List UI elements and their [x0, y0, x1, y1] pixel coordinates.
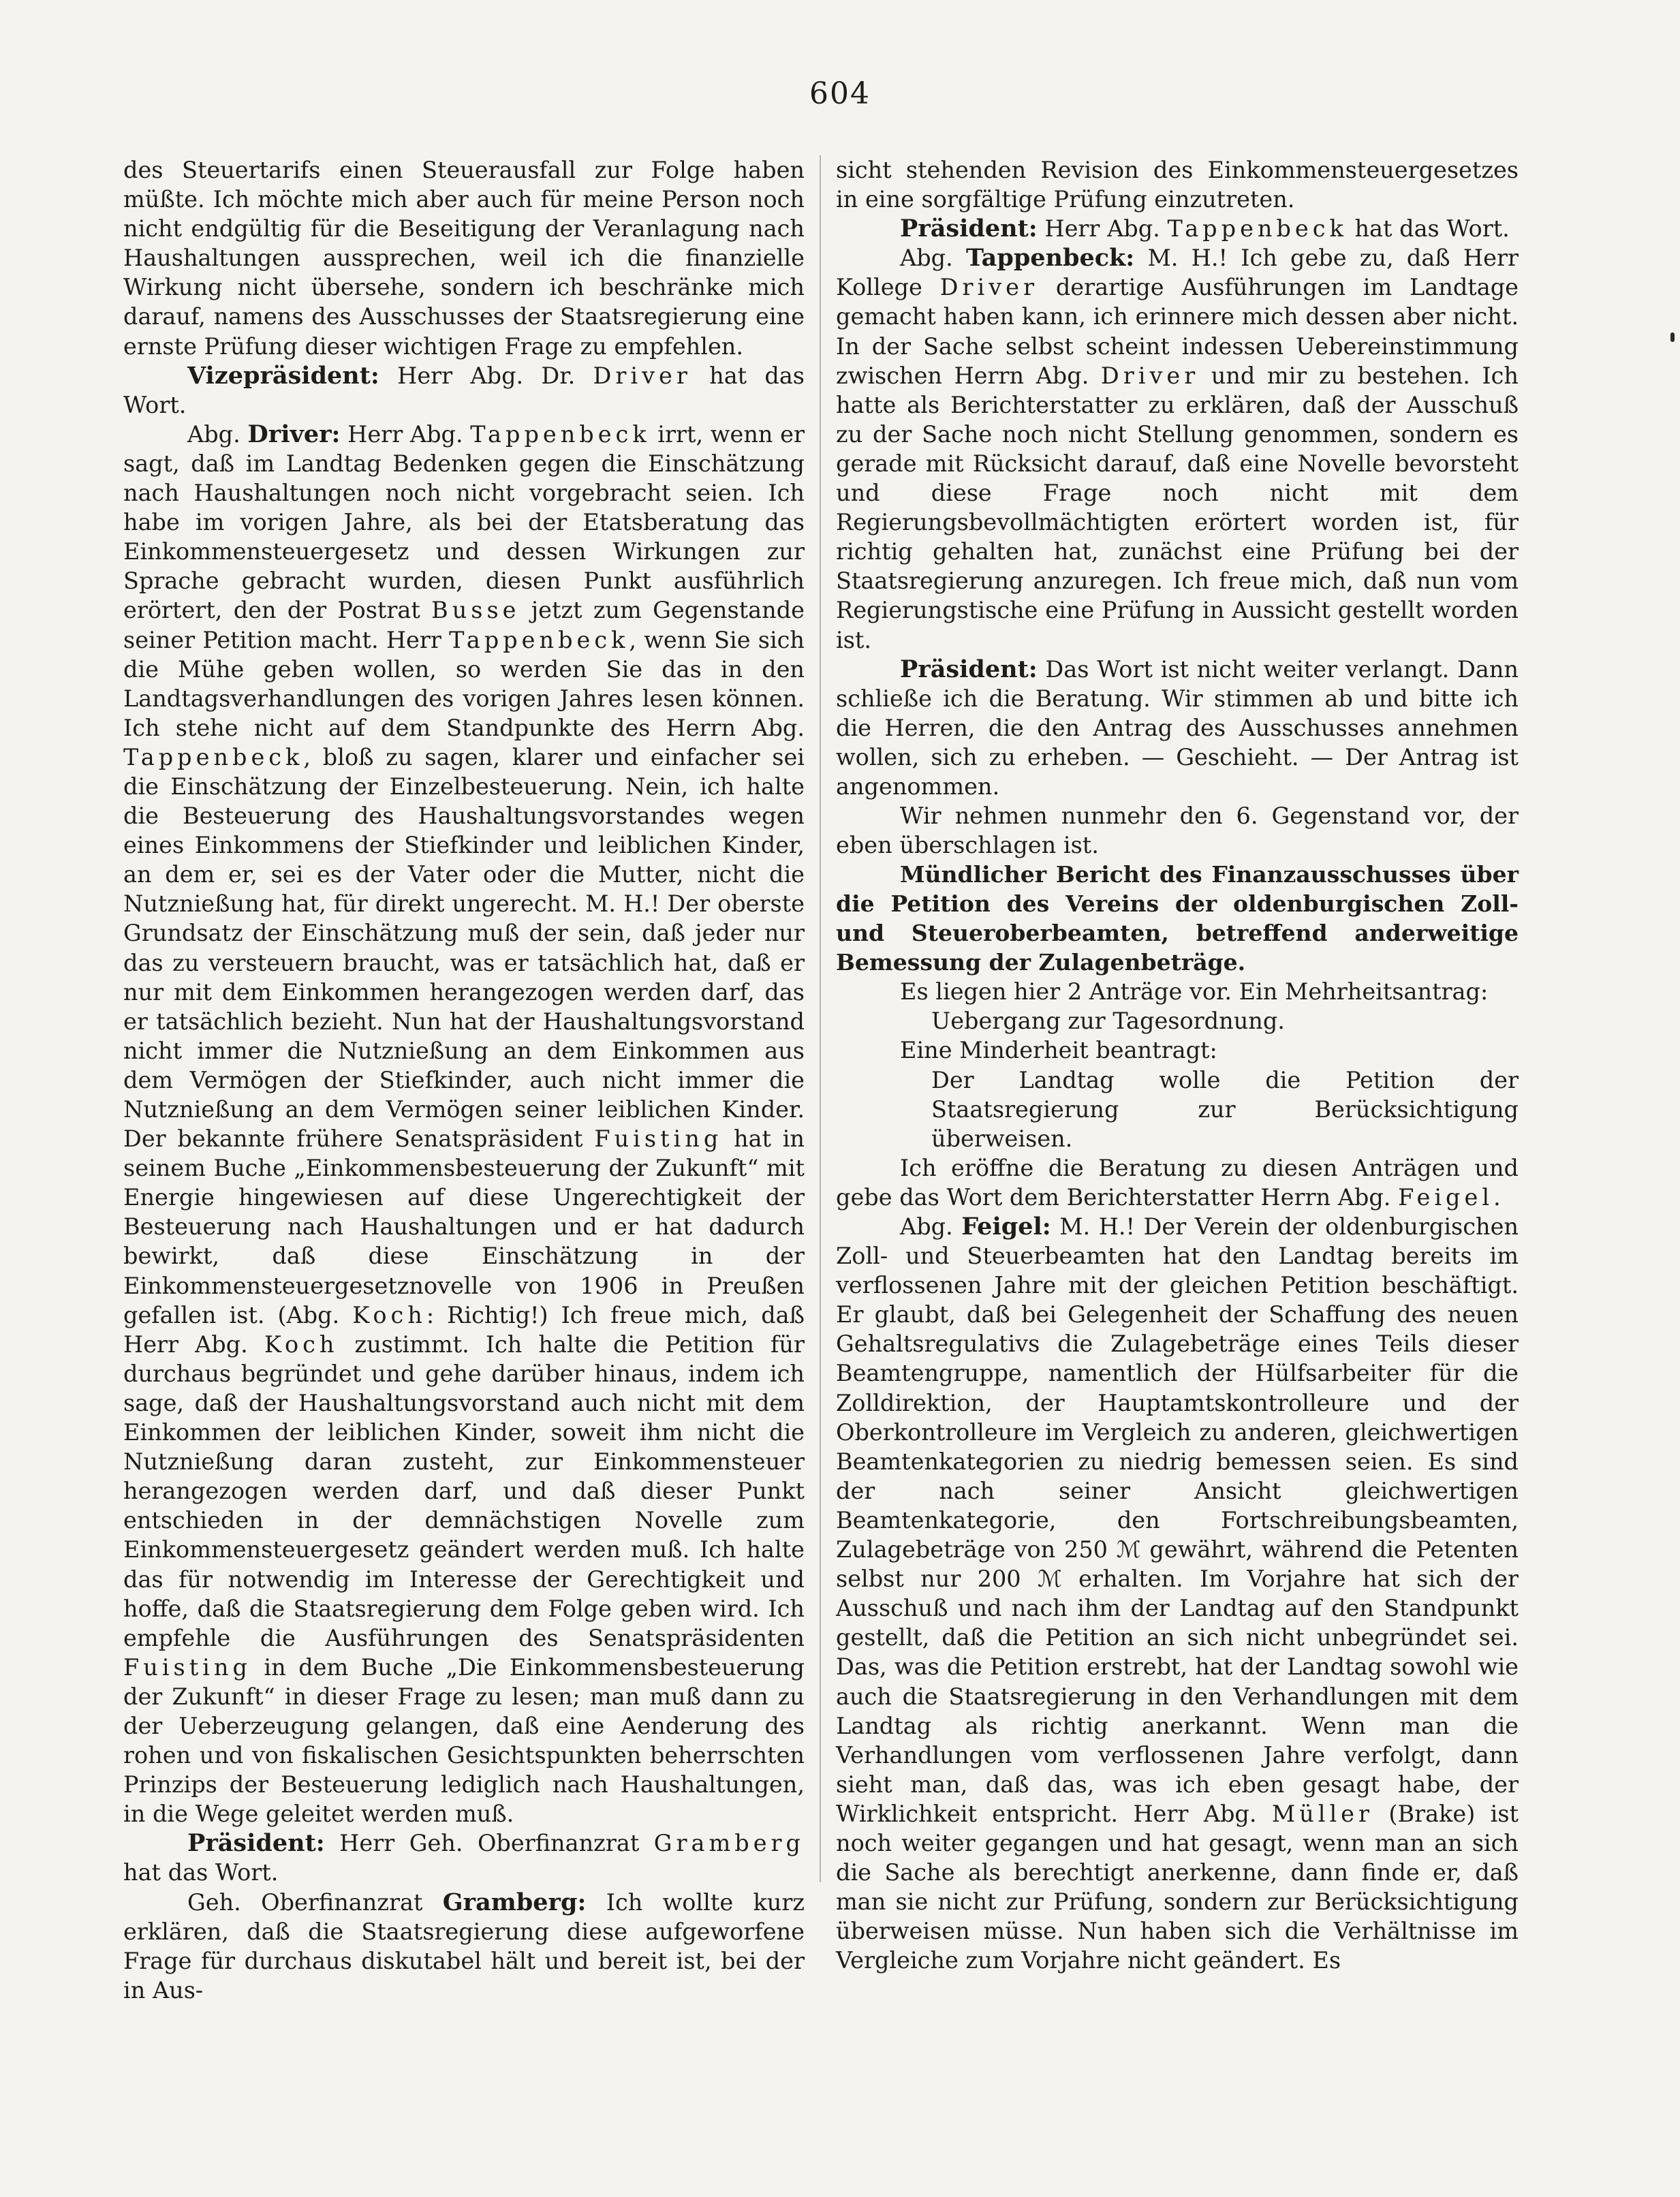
- text-run: jetzt zum Gegenstande seiner Petition macht. Herr: [123, 597, 805, 653]
- person-name: Busse: [431, 597, 520, 624]
- paragraph-gramberg-speech: [123, 1888, 805, 2005]
- paragraph-vizepraesident: [123, 361, 805, 420]
- right-column: [836, 155, 1519, 1975]
- paragraph-open-debate: [836, 1153, 1519, 1212]
- text-run: Geh. Oberfinanzrat: [187, 1888, 443, 1916]
- speaker-label: Präsident:: [900, 655, 1038, 683]
- person-name: Tappenbeck: [123, 743, 304, 770]
- text-run: : Richtig!) Ich freue mich, daß Herr Abg.: [123, 1301, 805, 1358]
- text-run: Ich wollte kurz erklären, daß die Staatsregierung diese aufgeworfene Frage für durchaus diskutabel hält und bereit ist, bei der in Aus-: [123, 1888, 805, 2004]
- text-run: derartige Ausführungen im Landtage gemacht haben kann, ich erinnere mich dessen aber nicht. In der Sache selbst scheint indessen Uebereinstimmung zwischen Herrn Abg.: [836, 274, 1519, 389]
- text-run: , bloß zu sagen, klarer und einfacher sei die Einschätzung der Einzelbesteuerung. Nein, ich halte die Besteuerung des Haushaltungsvorstandes wegen eines Einkommens der Stiefkinder und leiblichen Kinder, an dem er, sei es der Vater oder die Mutter, nicht die Nutznießung hat, für direkt ungerecht. M. H.! Der oberste Grundsatz der Einschätzung muß der sein, daß jeder nur das zu versteuern braucht, was er tatsächlich hat, daß er nur mit dem Einkommen herangezogen werden darf, das er tatsächlich bezieht. Nun hat der Haushaltungsvorstand nicht immer die Nutznießung an dem Einkommen aus dem Vermögen der Stiefkinder, auch nicht immer die Nutznießung an dem Vermögen seiner leiblichen Kinder. Der bekannte frühere Senatspräsident: [123, 743, 805, 1153]
- person-name: Tappenbeck: [449, 626, 629, 653]
- text-run: Herr Abg.: [340, 420, 471, 448]
- text-run: .: [1493, 1183, 1501, 1211]
- paragraph-praesident-vote: [836, 655, 1519, 801]
- motion-majority: Uebergang zur Tagesordnung.: [931, 1008, 1285, 1035]
- person-name: Koch: [352, 1301, 426, 1328]
- text-run: Abg.: [900, 245, 966, 272]
- text-run: Abg.: [900, 1213, 962, 1240]
- paragraph-praesident: [123, 1828, 805, 1887]
- text-run: Herr Abg.: [1037, 215, 1168, 243]
- text-run: irrt, wenn er sagt, daß im Landtag Bedenken gegen die Einschätzung nach Haushaltungen noch nicht vorgebracht seien. Ich habe im vorigen Jahre, als bei der Etatsberatung das Einkommensteuergesetz und dessen Wirkungen zur Sprache gebracht wurden, diesen Punkt ausführlich erörtert, den der Postrat: [123, 420, 805, 624]
- motion-minority: Der Landtag wolle die Petition der Staatsregierung zur Berücksichtigung überweisen.: [931, 1066, 1519, 1152]
- page-number: 604: [809, 76, 871, 111]
- speaker-label: Driver:: [247, 420, 341, 448]
- person-name: Tappenbeck: [470, 420, 651, 448]
- paragraph-tappenbeck-speech: [836, 243, 1519, 654]
- paragraph-praesident: [836, 214, 1519, 243]
- text-run: Abg.: [187, 420, 248, 448]
- person-name: Driver: [593, 362, 691, 389]
- person-name: Müller: [1271, 1800, 1374, 1827]
- paragraph-continuation: des Steuertarifs einen Steuerausfall zur Folge haben müßte. Ich möchte mich aber auch für meine Person noch nicht endgültig für die Beseitigung der Veranlagung nach Haushaltungen aussprechen, weil ich die finanzielle Wirkung nicht übersehe, sondern ich beschränke mich darauf, namens des Ausschusses der Staatsregierung eine ernste Prüfung dieser wichtigen Frage zu empfehlen.: [123, 157, 805, 360]
- text-run: Ich eröffne die Beratung zu diesen Anträgen und gebe das Wort dem Berichterstatter Herrn Abg.: [836, 1154, 1519, 1211]
- person-name: Feigel: [1398, 1183, 1494, 1211]
- text-run: hat das Wort.: [123, 362, 805, 418]
- text-run: (Brake) ist noch weiter gegangen und hat gesagt, wenn man an sich die Sache als berechtigt anerkenne, dann finde er, daß man sie nicht zur Prüfung, sondern zur Berücksichtigung überweisen müsse. Nun haben sich die Verhältnisse im Vergleiche zum Vorjahre nicht geändert. Es: [836, 1800, 1519, 1974]
- left-column: [123, 155, 805, 2005]
- person-name: Fuisting: [594, 1125, 723, 1153]
- margin-mark: [1670, 332, 1675, 342]
- paragraph-driver-speech: [123, 420, 805, 1829]
- motions-intro: Es liegen hier 2 Anträge vor. Ein Mehrheitsantrag:: [900, 978, 1489, 1006]
- text-run: M. H.! Der Verein der oldenburgischen Zoll- und Steuerbeamten hat den Landtag bereits im verflossenen Jahre mit der gleichen Petition beschäftigt. Er glaubt, daß bei Gelegenheit der Schaffung des neuen Gehaltsregulativs die Zulagebeträge eines Teils dieser Beamtengruppe, namentlich der Hülfsarbeiter für die Zolldirektion, der Hauptamtskontrolleure und der Oberkontrolleure im Vergleich zu anderen, gleichwertigen Beamtenkategorien zu niedrig bemessen seien. Es sind der nach seiner Ansicht gleichwertigen Beamtenkategorie, den Fortschreibungsbeamten, Zulagebeträge von 250 ℳ gewährt, während die Petenten selbst nur 200 ℳ erhalten. Im Vorjahre hat sich der Ausschuß und nach ihm der Landtag auf den Standpunkt gestellt, daß die Petition an sich nicht unbegründet sei. Das, was die Petition erstrebt, hat der Landtag sowohl wie auch die Staatsregierung in den Verhandlungen mit dem Landtag als richtig anerkannt. Wenn man die Verhandlungen vom verflossenen Jahre verfolgt, dann sieht man, daß das, was ich eben gesagt habe, der Wirklichkeit entspricht. Herr Abg.: [836, 1213, 1519, 1827]
- text-run: in dem Buche „Die Einkommensbesteuerung der Zukunft“ in dieser Frage zu lesen; man muß dann zu der Ueberzeugung gelangen, daß eine Aenderung des rohen und von fiskalischen Gesichtspunkten beherrschten Prinzips der Besteuerung lediglich nach Haushaltungen, in die Wege geleitet werden muß.: [123, 1653, 805, 1828]
- speaker-label: Präsident:: [187, 1829, 325, 1858]
- person-name: Driver: [939, 274, 1039, 301]
- paragraph-feigel-speech: [836, 1212, 1519, 1975]
- text-run: M. H.! Ich gebe zu, daß Herr Kollege: [836, 245, 1519, 301]
- person-name: Gramberg: [653, 1830, 805, 1857]
- text-run: hat das Wort.: [1347, 215, 1510, 243]
- speaker-label: Präsident:: [900, 215, 1038, 243]
- person-name: Fuisting: [123, 1653, 251, 1681]
- person-name: Driver: [1100, 362, 1200, 389]
- speaker-label: Tappenbeck:: [965, 244, 1135, 272]
- paragraph-continuation: sicht stehenden Revision des Einkommensteuergesetzes in eine sorgfältige Prüfung einzutreten.: [836, 157, 1519, 213]
- text-run: zustimmt. Ich halte die Petition für durchaus begründet und gehe darüber hinaus, indem ich sage, daß der Haushaltungsvorstand auch nicht mit dem Einkommen der leiblichen Kinder, soweit ihm nicht die Nutznießung daran zusteht, zur Einkommensteuer herangezogen werden darf, und daß dieser Punkt entschieden in der demnächstigen Novelle zum Einkommensteuergesetz geändert werden muß. Ich halte das für notwendig im Interesse der Gerechtigkeit und hoffe, daß die Staatsregierung dem Folge geben wird. Ich empfehle die Ausführungen des Senatspräsidenten: [123, 1330, 805, 1651]
- text-run: , wenn Sie sich die Mühe geben wollen, so werden Sie das in den Landtagsverhandlungen des vorigen Jahres lesen können. Ich stehe nicht auf dem Standpunkte des Herrn Abg.: [123, 626, 805, 741]
- text-run: und mir zu bestehen. Ich hatte als Berichterstatter zu erklären, daß der Ausschuß zu der Sache noch nicht Stellung genommen, sondern es gerade mit Rücksicht darauf, daß eine Novelle bevorsteht und diese Frage noch nicht mit dem Regierungsbevollmächtigten erörtert worden ist, für richtig gehalten hat, zunächst eine Prüfung bei der Staatsregierung anzuregen. Ich freue mich, daß nun vom Regierungstische eine Prüfung in Aussicht gestellt worden ist.: [836, 362, 1519, 653]
- speaker-label: Gramberg:: [442, 1888, 587, 1916]
- speaker-label: Vizepräsident:: [187, 361, 379, 390]
- person-name: Koch: [264, 1330, 339, 1358]
- text-run: Herr Geh. Oberfinanzrat: [324, 1830, 654, 1857]
- speaker-label: Feigel:: [961, 1213, 1051, 1241]
- text-run: hat das Wort.: [123, 1859, 279, 1886]
- text-run: Herr Abg. Dr.: [379, 362, 593, 389]
- person-name: Tappenbeck: [1167, 215, 1348, 243]
- minority-intro: Eine Minderheit beantragt:: [900, 1037, 1217, 1064]
- column-divider: [820, 155, 821, 1882]
- text-run: Das Wort ist nicht weiter verlangt. Dann schließe ich die Beratung. Wir stimmen ab und bitte ich die Herren, die den Antrag des Ausschusses annehmen wollen, sich zu erheben. — Geschieht. — Der Antrag ist angenommen.: [836, 655, 1519, 800]
- text-run: hat in seinem Buche „Einkommensbesteuerung der Zukunft“ mit Energie hingewiesen auf diese Ungerechtigkeit der Besteuerung nach Haushaltungen und er hat dadurch bewirkt, daß diese Einschätzung in der Einkommensteuergesetznovelle von 1906 in Preußen gefallen ist. (Abg.: [123, 1125, 805, 1328]
- agenda-heading: Mündlicher Bericht des Finanzausschusses über die Petition des Vereins der oldenburgischen Zoll- und Steueroberbeamten, betreffend anderweitige Bemessung der Zulagenbeträge.: [836, 861, 1519, 976]
- paragraph-next-item: Wir nehmen nunmehr den 6. Gegenstand vor, der eben überschlagen ist.: [836, 803, 1519, 859]
